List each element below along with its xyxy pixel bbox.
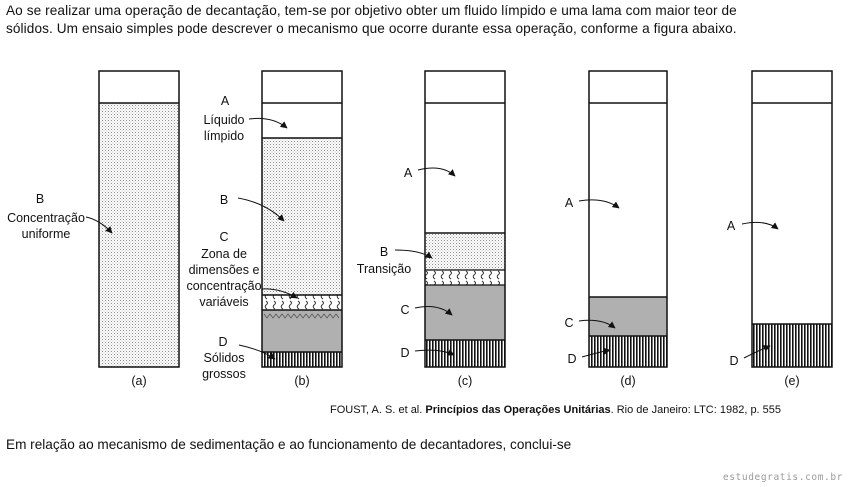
col-a-label-b-text-1: Concentração <box>7 211 85 225</box>
col-a-caption: (a) <box>131 374 147 388</box>
col-b-zone-b <box>262 138 342 295</box>
col-c-label-a: A <box>403 166 413 180</box>
col-c-label-b: B <box>379 245 389 259</box>
col-b-label-b: B <box>219 193 229 207</box>
source-title: Princípios das Operações Unitárias <box>425 404 611 416</box>
col-b-label-c-text-4: variáveis <box>199 295 249 309</box>
col-c-zone-b <box>425 233 505 270</box>
source-prefix: FOUST, A. S. et al. <box>330 404 426 416</box>
col-a-zone-uniform <box>99 103 179 367</box>
col-d-label-d: D <box>567 352 577 366</box>
col-b-caption: (b) <box>294 374 310 388</box>
col-d-label-a: A <box>564 196 574 210</box>
column-c <box>357 71 505 388</box>
col-c-zone-d <box>425 340 505 367</box>
col-c-label-c: C <box>400 303 410 317</box>
col-b-label-c-text-3: concentração <box>186 279 262 293</box>
col-b-label-a-text-1: Líquido <box>203 113 245 127</box>
col-b-label-d-text-1: Sólidos <box>203 351 245 365</box>
col-b-zone-d <box>262 352 342 367</box>
column-a <box>7 71 179 388</box>
col-c-label-b-text-1: Transição <box>356 262 412 276</box>
intro-line-1: Ao se realizar uma operação de decantação, tem-se por objetivo obter um fluido límpido e uma lama com maior teor de <box>6 3 737 18</box>
col-b-label-d-text-2: grossos <box>202 367 246 381</box>
col-b-label-c: C <box>219 230 229 244</box>
col-d-caption: (d) <box>620 374 636 388</box>
col-b-label-c-text-2: dimensões e <box>188 263 260 277</box>
column-d <box>564 71 667 388</box>
col-b-label-a-text-2: límpido <box>203 129 245 143</box>
col-b-arrow-a <box>249 118 287 128</box>
col-b-label-a: A <box>220 94 230 108</box>
col-c-zone-c <box>425 285 505 340</box>
col-e-cylinder <box>752 71 832 367</box>
question-text: Em relação ao mecanismo de sedimentação e ao funcionamento de decantadores, conclui-se <box>6 437 572 452</box>
col-a-label-b-text-2: uniforme <box>21 227 71 241</box>
col-c-label-d: D <box>400 346 410 360</box>
col-c-caption: (c) <box>457 374 473 388</box>
figure-source <box>330 404 781 416</box>
col-c-zone-c-top <box>425 270 505 285</box>
watermark: estudegratis.com.br <box>722 472 843 483</box>
col-b-label-d: D <box>218 335 228 349</box>
col-d-label-c: C <box>564 316 574 330</box>
col-e-caption: (e) <box>784 374 800 388</box>
col-c-arrow-a <box>418 168 455 176</box>
col-d-arrow-a <box>579 200 619 208</box>
col-e-zone-d <box>752 324 832 367</box>
column-b <box>186 71 342 388</box>
col-d-zone-c <box>589 297 667 336</box>
col-e-arrow-a <box>742 222 778 229</box>
col-b-label-c-text-1: Zona de <box>201 247 247 261</box>
column-e <box>727 71 832 388</box>
col-e-label-a: A <box>726 219 736 233</box>
col-d-zone-d <box>589 336 667 367</box>
source-suffix: . Rio de Janeiro: LTC: 1982, p. 555 <box>610 404 782 416</box>
col-e-label-d: D <box>729 354 739 368</box>
intro-line-2: sólidos. Um ensaio simples pode descrever o mecanismo que ocorre durante essa operação, conforme a figura abaixo. <box>6 21 737 36</box>
col-a-label-b: B <box>35 192 45 206</box>
col-b-zone-c-top <box>262 295 342 310</box>
